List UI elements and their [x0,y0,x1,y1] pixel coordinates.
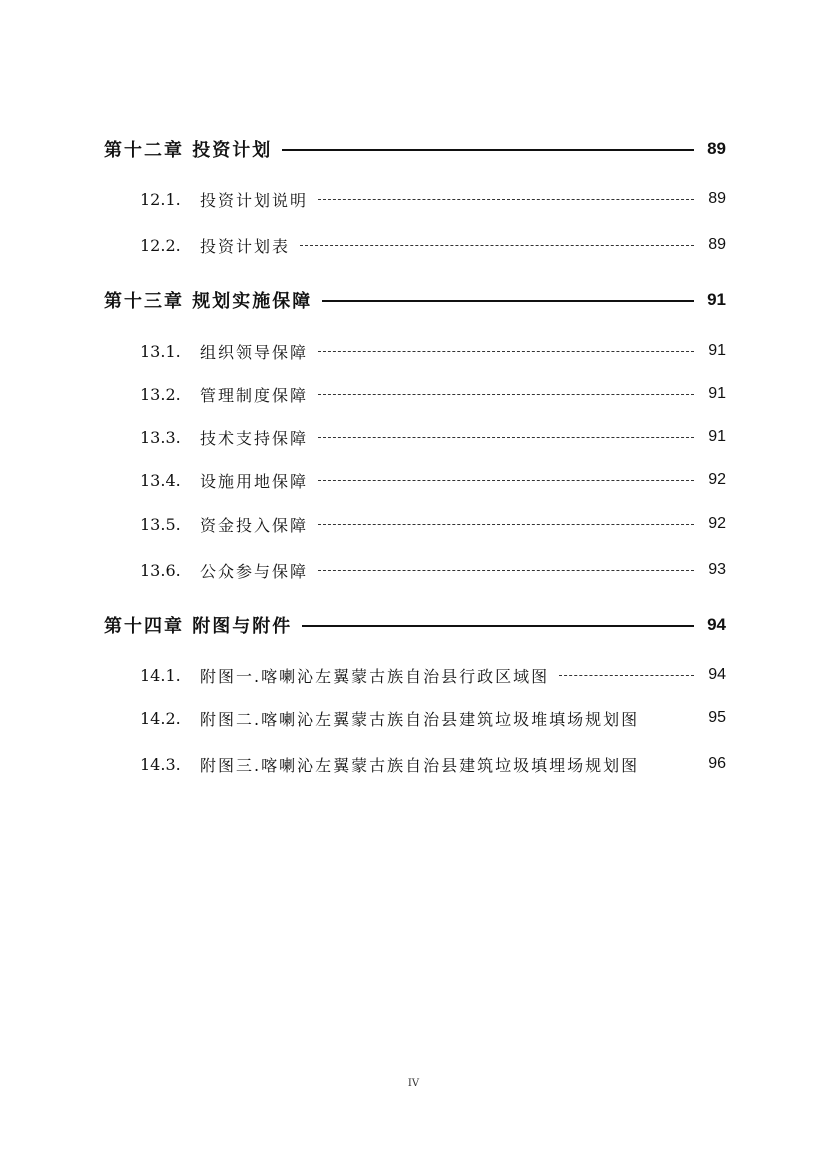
toc-section-13-1[interactable] [140,336,726,366]
toc-chapter-title: 第十四章 附图与附件 [104,616,293,637]
toc-section-title: 附图一.喀喇沁左翼蒙古族自治县行政区域图 [200,666,550,686]
toc-page-number: 92 [708,515,726,532]
toc-section-number: 13.5. [140,514,181,534]
toc-section-title: 设施用地保障 [200,471,309,491]
toc-section-number: 13.6. [140,560,181,580]
toc-leader-line [302,625,694,627]
toc-leader-dashes [559,675,694,676]
toc-section-13-6[interactable] [140,555,726,585]
toc-leader-dashes [318,437,694,438]
toc-leader-dashes [318,480,694,481]
toc-section-number: 14.3. [140,754,181,774]
toc-page-number: 89 [707,139,726,158]
toc-section-title: 附图二.喀喇沁左翼蒙古族自治县建筑垃圾堆填场规划图 [200,709,640,729]
toc-page-number: 96 [708,755,726,772]
toc-section-number: 12.1. [140,189,181,209]
toc-section-number: 14.1. [140,665,181,685]
toc-page-number: 92 [708,471,726,488]
toc-section-12-1[interactable] [140,184,726,214]
toc-page-number: 95 [708,709,726,726]
toc-section-number: 13.1. [140,341,181,361]
toc-leader-dashes [318,524,694,525]
toc-leader-dashes [318,570,694,571]
toc-section-number: 13.4. [140,470,181,490]
toc-page-number: 94 [707,615,726,634]
toc-page-number: 89 [708,190,726,207]
toc-section-13-3[interactable] [140,422,726,452]
toc-section-title: 资金投入保障 [200,515,309,535]
toc-leader-dashes [318,394,694,395]
toc-chapter-14[interactable] [104,610,726,640]
toc-leader-dashes [318,199,694,200]
toc-section-number: 14.2. [140,708,181,728]
toc-page-number: 93 [708,561,726,578]
toc-leader-dashes [318,351,694,352]
toc-leader-line [322,300,694,302]
toc-section-12-2[interactable] [140,230,726,260]
toc-section-number: 13.2. [140,384,181,404]
toc-section-number: 13.3. [140,427,181,447]
toc-section-14-2[interactable] [140,703,726,733]
page-footer-number: IV [407,1078,420,1089]
toc-section-14-3[interactable] [140,749,726,779]
toc-page-number: 91 [708,428,726,445]
toc-page-number: 91 [707,290,726,309]
toc-page-number: 94 [708,666,726,683]
toc-section-title: 投资计划说明 [200,190,309,210]
toc-leader-dashes [300,245,694,246]
toc-section-13-5[interactable] [140,509,726,539]
toc-section-number: 12.2. [140,235,181,255]
toc-chapter-12[interactable] [104,134,726,164]
toc-section-13-4[interactable] [140,465,726,495]
toc-chapter-title: 第十二章 投资计划 [104,140,273,161]
toc-section-title: 公众参与保障 [200,561,309,581]
toc-chapter-13[interactable] [104,285,726,315]
toc-page-number: 89 [708,236,726,253]
toc-leader-line [282,149,694,151]
toc-chapter-title: 第十三章 规划实施保障 [104,291,313,312]
toc-section-14-1[interactable] [140,660,726,690]
toc-section-title: 技术支持保障 [200,428,309,448]
toc-section-13-2[interactable] [140,379,726,409]
toc-section-title: 组织领导保障 [200,342,309,362]
toc-section-title: 管理制度保障 [200,385,309,405]
toc-section-title: 附图三.喀喇沁左翼蒙古族自治县建筑垃圾填埋场规划图 [200,755,640,775]
toc-page-number: 91 [708,385,726,402]
toc-section-title: 投资计划表 [200,236,291,256]
toc-page-number: 91 [708,342,726,359]
